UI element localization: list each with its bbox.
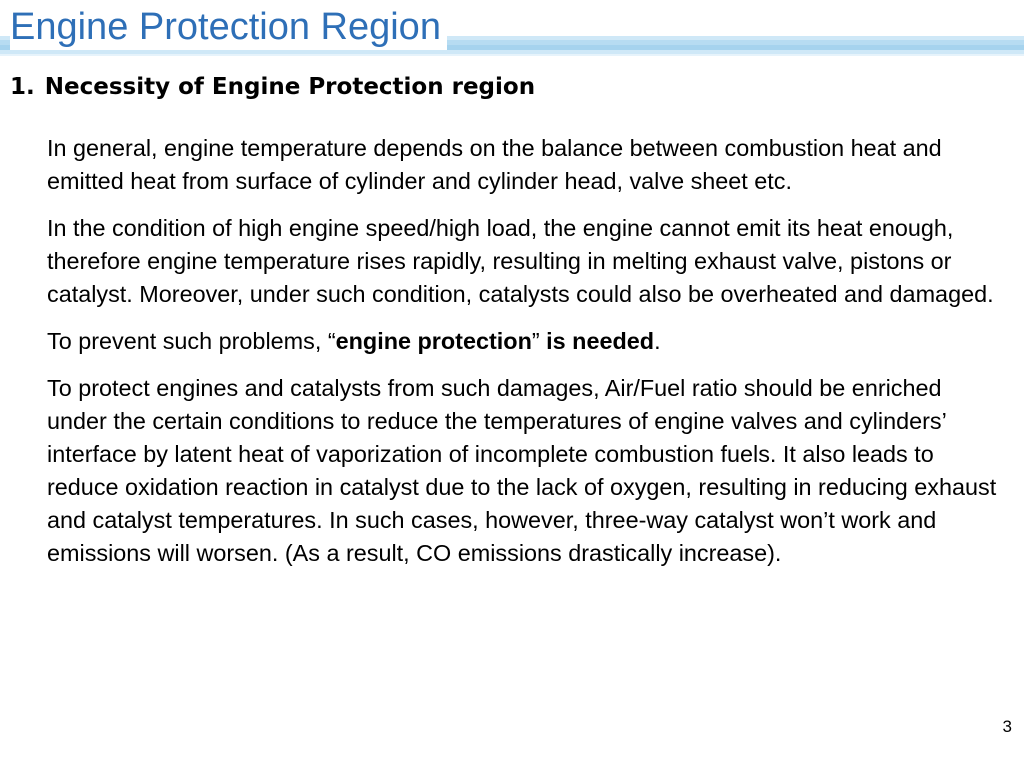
paragraph-2: In the condition of high engine speed/high load, the engine cannot emit its heat enough, therefore engine temperature rises rapidly, resulting in melting exhaust valve, pistons or catalyst. Moreover, under such condition, catalysts could also be overheated and damaged.: [47, 215, 994, 307]
section-heading-text: Necessity of Engine Protection region: [44, 74, 536, 100]
body-text: [47, 132, 997, 584]
page-number: 3: [1002, 717, 1012, 736]
emphasis-engine-protection: engine protection: [335, 328, 532, 354]
section-number: 1.: [10, 74, 35, 100]
header-band: [0, 0, 1024, 64]
paragraph-3-middle: ”: [531, 328, 547, 354]
emphasis-is-needed: is needed: [546, 328, 655, 354]
paragraph-1: In general, engine temperature depends on the balance between combustion heat and emitted heat from surface of cylinder and cylinder head, valve sheet etc.: [47, 135, 942, 194]
paragraph-3-prefix: To prevent such problems, “: [47, 328, 336, 354]
paragraph-4: To protect engines and catalysts from such damages, Air/Fuel ratio should be enriched under the certain conditions to reduce the temperatures of engine valves and cylinders’ interface by latent heat of vaporization of incomplete combustion fuels. It also leads to reduce oxidation reaction in catalyst due to the lack of oxygen, resulting in reducing exhaust and catalyst temperatures. In such cases, however, three-way catalyst won’t work and emissions will worsen. (As a result, CO emissions drastically increase).: [47, 375, 997, 566]
paragraph-3: [47, 325, 997, 358]
header-stripe: [0, 54, 1024, 56]
slide-title: Engine Protection Region: [10, 4, 447, 50]
section-heading: [10, 70, 535, 104]
paragraph-3-suffix: .: [654, 328, 661, 354]
